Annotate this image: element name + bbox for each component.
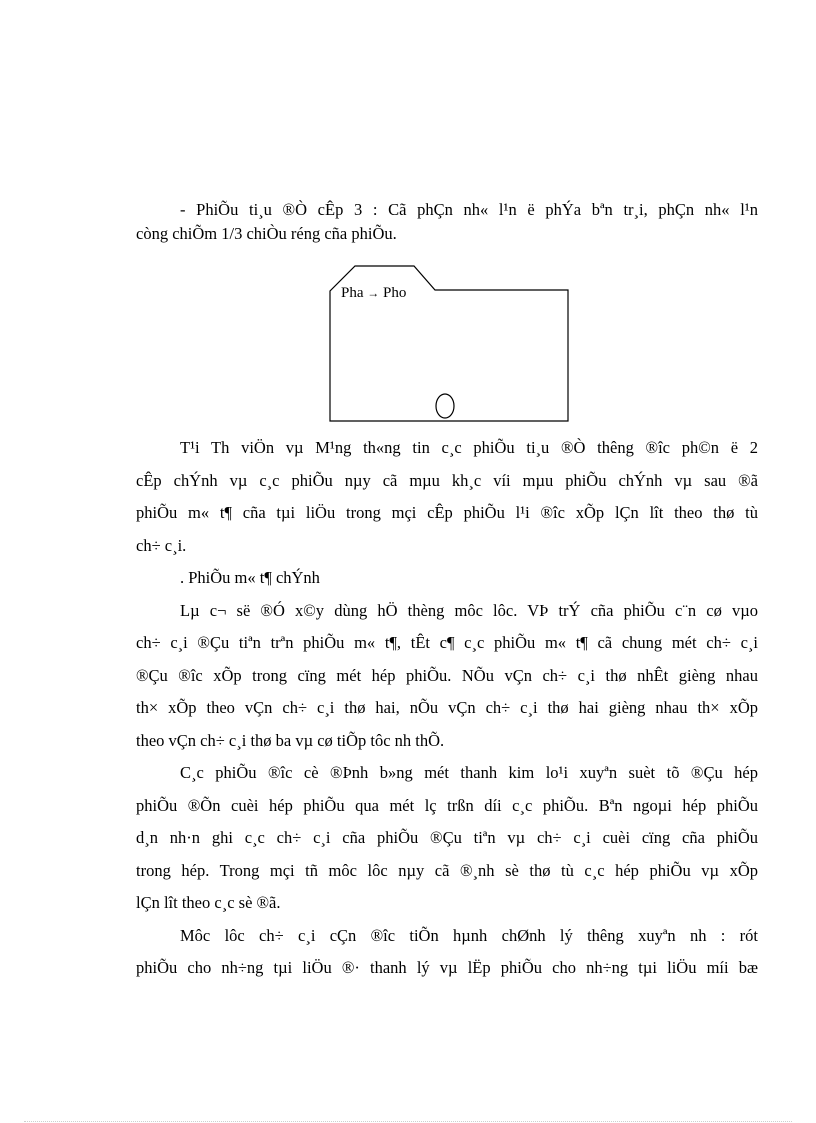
paragraph-line: th× xÕp theo vÇn ch÷ c¸i thø hai, nÕu vÇn ch÷ c¸i thø hai gièng nhau th× xÕp	[136, 698, 758, 717]
section-subject-card-level-3	[136, 198, 758, 246]
paragraph-line: Môc lôc ch÷ c¸i cÇn ®îc tiÕn hµnh chØnh lý thêng xuyªn nh : rót	[180, 925, 758, 945]
paragraph-line: Lµ c¬ së ®Ó x©y dùng hÖ thèng môc lôc. VÞ trÝ cña phiÕu c¨n cø vµo	[180, 600, 758, 620]
paragraph-line: cÊp chÝnh vµ c¸c phiÕu nµy cã mµu kh¸c víi mµu phiÕu chÝnh vµ sau ®ã	[136, 470, 758, 490]
card-label-right: Pho	[383, 285, 407, 301]
section-heading: . PhiÕu m« t¶ chÝnh	[180, 568, 320, 587]
paragraph-line: theo vÇn ch÷ c¸i thø ba vµ cø tiÕp tôc nh thÕ.	[136, 730, 445, 750]
paragraph-line: d¸n nh·n ghi c¸c ch÷ c¸i cña phiÕu ®Çu tiªn vµ ch÷ c¸i cuèi cïng cña phiÕu	[136, 828, 758, 847]
paragraph-line: phiÕu cho nh÷ng tµi liÖu ®· thanh lý vµ lËp phiÕu cho nh÷ng tµi liÖu míi bæ	[136, 958, 758, 977]
paragraph-line: T¹i Th viÖn vµ M¹ng th«ng tin c¸c phiÕu ti¸u ®Ò thêng ®îc ph©n ë 2	[180, 438, 758, 457]
catalog-card-figure	[328, 264, 570, 424]
paragraph-line: C¸c phiÕu ®îc cè ®Þnh b»ng mét thanh kim lo¹i xuyªn suèt tõ ®Çu hép	[180, 763, 758, 782]
paragraph-line: ch÷ c¸i ®Çu tiªn trªn phiÕu m« t¶, tÊt c¶ c¸c phiÕu m« t¶ cã chung mét ch÷ c¸i	[136, 633, 758, 652]
paragraph-line: còng chiÕm 1/3 chiÒu réng cña phiÕu.	[136, 224, 397, 243]
card-label-left: Pha	[341, 285, 364, 301]
arrow-right-icon: →	[367, 286, 380, 300]
paragraph-line: phiÕu m« t¶ cña tµi liÖu trong mçi cÊp phiÕu l¹i ®îc xÕp lÇn lît theo thø tù	[136, 503, 758, 522]
paragraph-line: ®Çu ®îc xÕp trong cïng mét hép phiÕu. NÕu vÇn ch÷ c¸i thø nhÊt gièng nhau	[136, 665, 758, 685]
paragraph-line: - PhiÕu ti¸u ®Ò cÊp 3 : Cã phÇn nh« l¹n ë phÝa bªn tr¸i, phÇn nh« l¹n	[180, 200, 758, 219]
section-main-body	[136, 432, 758, 985]
paragraph-line: lÇn lît theo c¸c sè ®ã.	[136, 893, 281, 912]
page-bottom-rule	[24, 1121, 792, 1122]
paragraph-line: ch÷ c¸i.	[136, 535, 187, 555]
card-rod-hole	[436, 394, 454, 418]
paragraph-line: phiÕu ®Õn cuèi hép phiÕu qua mét lç trßn díi c¸c phiÕu. Bªn ngoµi hép phiÕu	[136, 795, 758, 815]
card-tab-label	[341, 285, 406, 302]
paragraph-line: trong hép. Trong mçi tñ môc lôc nµy cã ®¸nh sè thø tù c¸c hép phiÕu vµ xÕp	[136, 860, 758, 880]
